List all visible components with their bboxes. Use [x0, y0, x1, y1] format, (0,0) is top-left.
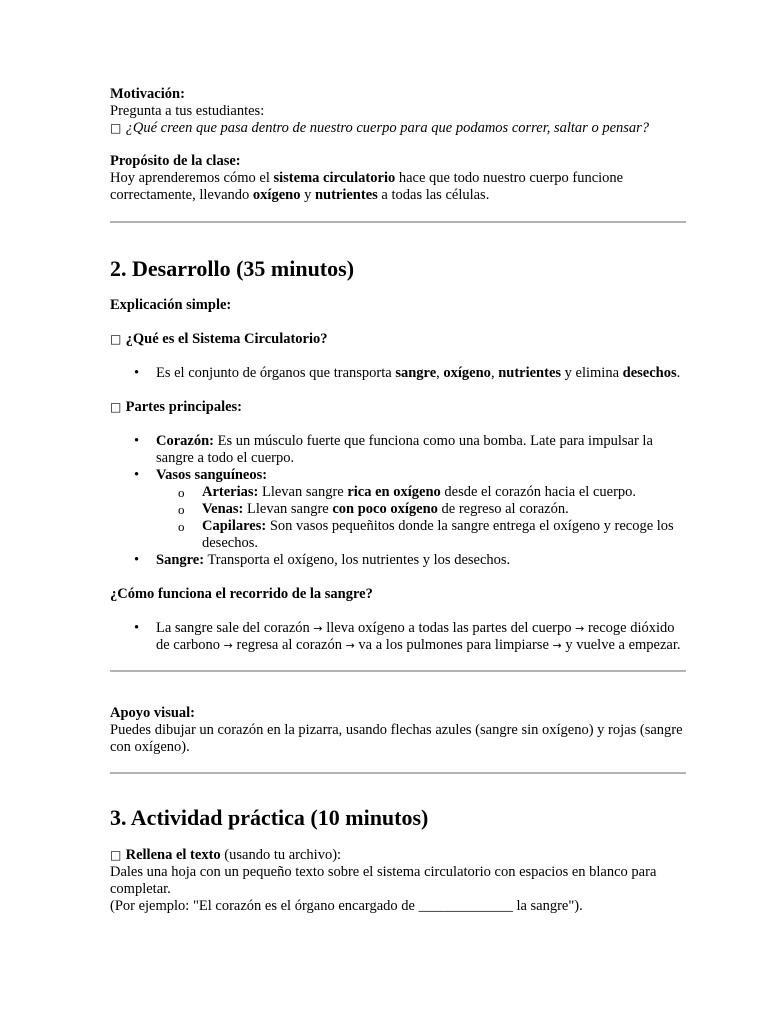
arrow-right-icon: → — [552, 639, 562, 652]
recorrido-list — [110, 620, 686, 654]
placeholder-box-icon: □ — [110, 400, 122, 414]
list-item: • La sangre sale del corazón → lleva oxígeno a todas las partes del cuerpo → recoge dióxido de carbono → regresa al corazón → va a los pulmones para limpiarse → y vuelve a empezar. — [156, 620, 686, 654]
apoyo-text: Puedes dibujar un corazón en la pizarra, usando flechas azules (sangre sin oxígeno) y rojas (sangre con oxígeno). — [110, 722, 683, 755]
list-item: • Vasos sanguíneos: o Arterias: Llevan sangre rica en oxígeno desde el corazón hacia el cuerpo. o Venas: Llevan sangre con poco oxígeno de regreso al corazón. o Capilares: Son vasos pequeñitos donde la sangre entrega el oxígeno y recoge los desechos. — [156, 467, 686, 552]
arrow-right-icon: → — [575, 622, 585, 635]
list-item: • Sangre: Transporta el oxígeno, los nutrientes y los desechos. — [156, 552, 686, 569]
partes-list — [110, 433, 686, 569]
divider — [110, 670, 686, 672]
actividad-example: (Por ejemplo: "El corazón es el órgano encargado de _____________ la sangre"). — [110, 898, 583, 914]
motivacion-title: Motivación: — [110, 86, 185, 102]
partes-title: □ Partes principales: — [110, 399, 243, 415]
recorrido-title: ¿Cómo funciona el recorrido de la sangre? — [110, 586, 373, 602]
motivacion-section — [110, 86, 686, 137]
list-item: • Corazón: Es un músculo fuerte que funciona como una bomba. Late para impulsar la sangre a todo el cuerpo. — [156, 433, 686, 467]
vasos-sublist — [156, 484, 686, 552]
divider — [110, 772, 686, 774]
motivacion-question: □ ¿Qué creen que pasa dentro de nuestro cuerpo para que podamos correr, saltar o pensar? — [110, 120, 650, 136]
arrow-right-icon: → — [345, 639, 355, 652]
apoyo-section — [110, 705, 686, 756]
list-item: • Es el conjunto de órganos que transporta sangre, oxígeno, nutrientes y elimina desechos. — [156, 365, 686, 382]
que-es-title: □ ¿Qué es el Sistema Circulatorio? — [110, 331, 328, 347]
que-es-list — [110, 365, 686, 382]
actividad-heading: 3. Actividad práctica (10 minutos) — [110, 805, 429, 830]
proposito-section — [110, 153, 686, 204]
placeholder-box-icon: □ — [110, 332, 122, 346]
motivacion-intro: Pregunta a tus estudiantes: — [110, 103, 265, 119]
actividad-text: Dales una hoja con un pequeño texto sobre el sistema circulatorio con espacios en blanco para completar. — [110, 864, 657, 897]
divider — [110, 221, 686, 223]
apoyo-title: Apoyo visual: — [110, 705, 196, 721]
arrow-right-icon: → — [223, 639, 233, 652]
list-item: o Venas: Llevan sangre con poco oxígeno de regreso al corazón. — [202, 501, 686, 518]
document-page — [110, 86, 686, 915]
explicacion-title: Explicación simple: — [110, 297, 232, 313]
desarrollo-heading: 2. Desarrollo (35 minutos) — [110, 256, 355, 281]
actividad-section — [110, 847, 686, 915]
list-item: o Arterias: Llevan sangre rica en oxígeno desde el corazón hacia el cuerpo. — [202, 484, 686, 501]
placeholder-box-icon: □ — [110, 848, 122, 862]
proposito-text: Hoy aprenderemos cómo el sistema circulatorio hace que todo nuestro cuerpo funcione correctamente, llevando oxígeno y nutrientes a todas las células. — [110, 170, 624, 203]
rellena-line: □ Rellena el texto (usando tu archivo): — [110, 847, 342, 863]
proposito-title: Propósito de la clase: — [110, 153, 241, 169]
list-item: o Capilares: Son vasos pequeñitos donde la sangre entrega el oxígeno y recoge los desechos. — [202, 518, 686, 552]
placeholder-box-icon: □ — [110, 121, 122, 135]
arrow-right-icon: → — [313, 622, 323, 635]
